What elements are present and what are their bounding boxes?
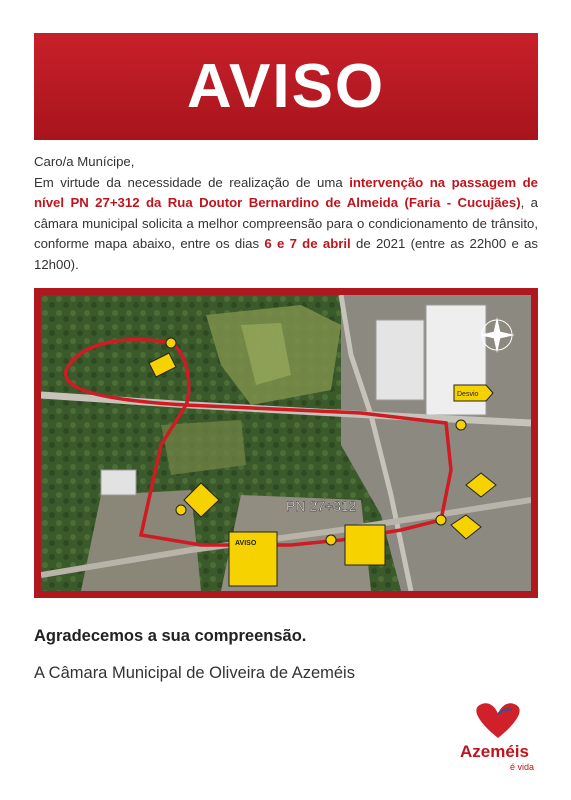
signature-line: A Câmara Municipal de Oliveira de Azeméis: [34, 664, 355, 682]
greeting: Caro/a Munícipe,: [34, 154, 135, 169]
aviso-banner: [34, 33, 538, 140]
intro-text: [34, 152, 538, 275]
paragraph-part-1: Em virtude da necessidade de realização de uma: [34, 174, 350, 190]
warehouse-building: [101, 470, 136, 495]
notice-title: AVISO: [235, 540, 257, 547]
map-pin: [436, 515, 446, 525]
thanks-message: Agradecemos a sua compreensão.: [34, 627, 307, 645]
map-pin: [166, 338, 176, 348]
crossing-label: PN 27+312: [286, 498, 357, 514]
desvio-label: Desvio: [457, 391, 479, 398]
logo-name: Azeméis: [460, 742, 529, 761]
paragraph-part-3: de 2021 (entre as 22h00 e as 12h00).: [34, 236, 538, 272]
detour-sign-desvio: [454, 385, 493, 401]
banner-title: AVISO: [186, 52, 386, 121]
logo-tagline: é vida: [510, 762, 535, 772]
paragraph-part-2: , a câmara municipal solicita a melhor compreensão para o condicionamento de trânsito, conforme mapa abaixo, entre os dias: [34, 195, 538, 251]
warehouse-building: [376, 320, 424, 400]
notice-box: [229, 532, 277, 586]
map-pin: [456, 420, 466, 430]
map-pin: [176, 505, 186, 515]
notice-paragraph: [34, 173, 538, 276]
highlight-intervention: intervenção na passagem de nível PN 27+312 da Rua Doutor Bernardino de Almeida (Faria - Cucujães): [34, 174, 538, 210]
traffic-map: [41, 295, 531, 591]
notice-box: [345, 525, 385, 565]
highlight-dates: 6 e 7 de abril: [264, 236, 351, 251]
map-pin: [326, 535, 336, 545]
map-frame: [34, 288, 538, 598]
